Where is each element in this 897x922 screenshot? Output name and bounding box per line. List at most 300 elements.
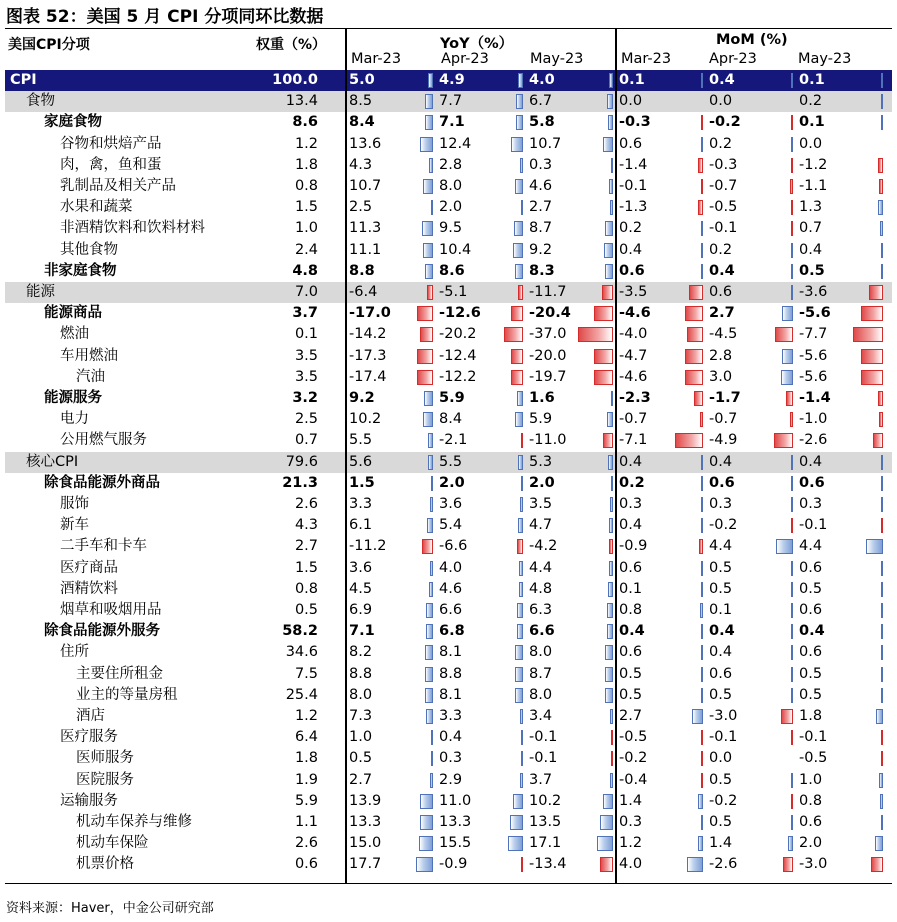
mom-bar	[701, 667, 703, 682]
mom-value: 0.4	[709, 262, 735, 279]
yoy-bar	[511, 137, 523, 152]
mom-value: 1.2	[619, 835, 643, 852]
mom-bar	[880, 221, 883, 236]
yoy-value: 10.2	[349, 411, 382, 428]
mom-bar	[881, 815, 883, 830]
yoy-value: 13.6	[349, 135, 382, 152]
row-label: 机动车保养与维修	[76, 814, 192, 830]
mom-value: -0.2	[709, 114, 741, 131]
yoy-value: 13.3	[439, 814, 472, 830]
yoy-value: 6.3	[529, 602, 553, 618]
mom-bar	[791, 200, 793, 215]
yoy-value: -17.4	[349, 368, 387, 385]
row-weight: 4.3	[294, 517, 318, 534]
yoy-value: 5.6	[349, 453, 373, 470]
mom-value: -0.5	[709, 199, 738, 216]
row-label: 能源服务	[44, 390, 102, 406]
mom-bar	[776, 539, 793, 554]
mom-bar	[783, 857, 793, 872]
yoy-bar	[515, 412, 523, 427]
table-row	[5, 155, 892, 176]
mom-value: 4.4	[799, 538, 823, 555]
mom-value: 0.4	[709, 623, 735, 640]
yoy-bar	[425, 264, 433, 279]
mom-bar	[876, 709, 883, 724]
yoy-bar	[422, 539, 433, 554]
mom-bar	[861, 349, 883, 364]
mom-value: -1.2	[799, 156, 828, 173]
row-weight: 1.5	[294, 559, 318, 576]
mom-bar	[701, 751, 703, 766]
yoy-value: 4.0	[529, 72, 555, 88]
yoy-value: -37.0	[529, 326, 567, 343]
yoy-value: 3.7	[529, 771, 553, 788]
mom-value: 2.7	[619, 708, 643, 724]
yoy-bar	[515, 264, 523, 279]
row-label: 机票价格	[76, 856, 134, 873]
mom-value: 0.4	[619, 623, 645, 640]
yoy-value: 0.3	[439, 750, 463, 767]
table-row	[5, 70, 892, 91]
row-label: 食物	[26, 93, 55, 110]
mom-value: -0.1	[799, 729, 828, 746]
yoy-bar	[611, 391, 613, 406]
mom-bar	[692, 709, 703, 724]
yoy-bar	[600, 815, 613, 830]
mom-value: -1.4	[619, 156, 648, 173]
mom-value: -5.6	[799, 347, 828, 364]
mom-value: 2.7	[709, 305, 735, 322]
row-weight: 8.6	[292, 114, 318, 131]
row-weight: 2.5	[294, 411, 318, 428]
row-weight: 2.7	[294, 538, 318, 555]
table-row	[5, 812, 892, 833]
yoy-value: 3.4	[529, 708, 553, 724]
yoy-bar	[417, 306, 433, 321]
mom-value: -0.5	[619, 729, 648, 746]
mom-bar	[791, 773, 793, 788]
mom-value: 0.2	[619, 474, 645, 491]
yoy-bar	[510, 815, 523, 830]
source-note: 资料来源：Haver，中金公司研究部	[6, 901, 214, 916]
yoy-bar	[517, 624, 523, 639]
mom-value: -3.6	[799, 284, 828, 300]
yoy-value: -11.2	[349, 538, 387, 555]
table-row	[5, 833, 892, 854]
yoy-bar	[417, 370, 433, 385]
mom-bar	[879, 412, 883, 427]
mom-value: 0.5	[709, 559, 733, 576]
row-label: 车用燃油	[60, 347, 118, 364]
yoy-value: -11.7	[529, 284, 567, 300]
yoy-value: 8.8	[439, 665, 463, 682]
table-row	[5, 218, 892, 239]
yoy-value: -12.2	[439, 368, 477, 385]
yoy-value: -13.4	[529, 856, 567, 873]
yoy-value: 6.7	[529, 93, 553, 110]
yoy-bar	[518, 285, 523, 300]
page-title: 图表 52：美国 5 月 CPI 分项同环比数据	[6, 7, 324, 27]
yoy-value: 11.3	[349, 220, 382, 237]
mom-bar	[878, 158, 883, 173]
mom-value: 0.4	[619, 517, 643, 534]
mom-bar	[786, 391, 793, 406]
yoy-value: 17.1	[529, 835, 562, 852]
yoy-bar	[520, 497, 523, 512]
table-row	[5, 791, 892, 812]
mom-value: -7.1	[619, 432, 648, 449]
mom-bar	[675, 433, 703, 448]
mom-value: -1.0	[799, 411, 828, 428]
mom-value: 0.1	[799, 72, 825, 88]
mom-value: 0.6	[619, 135, 643, 152]
yoy-value: 13.3	[349, 814, 382, 830]
yoy-value: 3.5	[529, 496, 553, 512]
mom-bar	[879, 773, 883, 788]
row-label: 其他食物	[60, 241, 118, 258]
row-label: 业主的等量房租	[76, 686, 178, 703]
yoy-value: 5.0	[349, 72, 375, 88]
table-row	[5, 176, 892, 197]
mom-value: -0.7	[619, 411, 648, 428]
yoy-value: -20.0	[529, 347, 567, 364]
yoy-value: 9.2	[529, 241, 553, 258]
mom-bar	[687, 327, 703, 342]
yoy-value: 8.3	[529, 262, 555, 279]
mom-value: 0.6	[799, 602, 823, 618]
mom-bar	[790, 412, 793, 427]
mom-value: -4.7	[619, 347, 648, 364]
mom-value: 0.0	[799, 135, 823, 152]
yoy-bar	[608, 455, 613, 470]
yoy-bar	[426, 603, 433, 618]
mom-value: -5.6	[799, 368, 828, 385]
mom-bar	[861, 370, 883, 385]
header-weight: 权重（%）	[256, 37, 327, 53]
yoy-bar	[594, 370, 613, 385]
yoy-bar	[608, 115, 613, 130]
yoy-value: -6.6	[439, 538, 468, 555]
yoy-bar	[597, 836, 613, 851]
yoy-bar	[423, 412, 433, 427]
yoy-bar	[428, 433, 433, 448]
yoy-bar	[517, 391, 523, 406]
mom-bar	[701, 773, 703, 788]
row-label: 医疗服务	[60, 729, 118, 746]
yoy-value: 1.6	[529, 390, 555, 406]
yoy-bar	[610, 709, 613, 724]
yoy-bar	[431, 476, 433, 491]
mom-bar	[866, 539, 883, 554]
top-rule	[5, 28, 892, 29]
mom-bar	[881, 561, 883, 576]
yoy-value: 4.6	[439, 580, 463, 597]
header-mom-may: May-23	[798, 51, 852, 67]
yoy-value: -5.1	[439, 284, 468, 300]
row-weight: 3.5	[294, 347, 318, 364]
yoy-bar	[429, 158, 433, 173]
mom-value: 0.4	[709, 644, 733, 661]
row-label: 酒精饮料	[60, 580, 118, 597]
mom-value: 1.3	[799, 199, 823, 216]
mom-bar	[871, 857, 883, 872]
mom-value: 1.4	[709, 835, 733, 852]
yoy-bar	[425, 94, 433, 109]
yoy-value: 8.8	[349, 262, 375, 279]
header-yoy-mar: Mar-23	[351, 51, 402, 67]
table-row	[5, 367, 892, 388]
yoy-bar	[511, 306, 523, 321]
yoy-value: 6.6	[529, 623, 555, 640]
yoy-bar	[521, 433, 523, 448]
row-weight: 7.5	[294, 665, 318, 682]
yoy-value: -0.9	[439, 856, 468, 873]
header-mom-mar: Mar-23	[621, 51, 672, 67]
yoy-bar	[420, 327, 433, 342]
table-row	[5, 388, 892, 409]
yoy-bar	[611, 476, 613, 491]
yoy-bar	[416, 857, 433, 872]
yoy-bar	[518, 455, 523, 470]
yoy-bar	[426, 709, 433, 724]
mom-bar	[881, 73, 883, 88]
yoy-value: -6.4	[349, 284, 378, 300]
row-weight: 0.7	[294, 432, 318, 449]
row-label: 谷物和烘焙产品	[60, 135, 162, 152]
mom-bar	[881, 751, 883, 766]
mom-bar	[698, 794, 703, 809]
mom-bar	[791, 815, 793, 830]
row-weight: 1.8	[294, 156, 318, 173]
mom-bar	[685, 370, 703, 385]
yoy-value: 8.0	[529, 686, 553, 703]
yoy-value: -2.1	[439, 432, 468, 449]
mom-value: -0.3	[619, 114, 651, 131]
table-row	[5, 579, 892, 600]
yoy-bar	[427, 518, 433, 533]
row-label: 新车	[60, 517, 89, 534]
row-label: 非家庭食物	[44, 262, 117, 279]
row-weight: 3.2	[292, 390, 318, 406]
yoy-bar	[518, 73, 523, 88]
yoy-bar	[517, 539, 523, 554]
mom-bar	[701, 179, 703, 194]
yoy-bar	[429, 582, 433, 597]
yoy-value: 4.0	[439, 559, 463, 576]
table-row	[5, 536, 892, 557]
mom-value: 0.6	[619, 559, 643, 576]
yoy-bar	[608, 582, 613, 597]
yoy-bar	[425, 645, 433, 660]
mom-bar	[701, 624, 703, 639]
yoy-bar	[420, 137, 433, 152]
mom-value: -0.5	[799, 750, 828, 767]
mom-bar	[879, 179, 883, 194]
mom-value: 0.5	[799, 686, 823, 703]
yoy-value: 1.0	[349, 729, 373, 746]
table-row	[5, 770, 892, 791]
yoy-value: 17.7	[349, 856, 382, 873]
yoy-bar	[422, 221, 433, 236]
yoy-value: 8.8	[349, 665, 373, 682]
yoy-value: 8.1	[439, 644, 463, 661]
mom-value: -0.2	[709, 517, 738, 534]
mom-bar	[791, 221, 793, 236]
yoy-bar	[607, 94, 613, 109]
mom-bar	[781, 709, 793, 724]
yoy-value: 7.1	[349, 623, 375, 640]
yoy-value: 10.2	[529, 792, 562, 809]
yoy-value: -20.2	[439, 326, 477, 343]
yoy-value: 4.7	[529, 517, 553, 534]
mom-bar	[788, 836, 793, 851]
yoy-bar	[609, 561, 613, 576]
mom-bar	[701, 476, 703, 491]
mom-value: 0.6	[619, 644, 643, 661]
mom-value: 0.3	[619, 814, 643, 830]
yoy-bar	[515, 688, 523, 703]
yoy-bar	[425, 115, 433, 130]
mom-bar	[791, 476, 793, 491]
mom-bar	[881, 497, 883, 512]
mom-bar	[701, 815, 703, 830]
mom-value: 2.8	[709, 347, 733, 364]
mom-bar	[875, 836, 883, 851]
yoy-value: 10.4	[439, 241, 472, 258]
row-weight: 5.9	[294, 792, 318, 809]
yoy-bar	[516, 94, 523, 109]
row-label: CPI	[10, 72, 37, 88]
table-row	[5, 324, 892, 345]
yoy-bar	[605, 688, 613, 703]
table-row	[5, 452, 892, 473]
bottom-rule	[5, 883, 892, 884]
yoy-bar	[519, 582, 523, 597]
mom-value: 0.5	[709, 580, 733, 597]
yoy-value: 5.9	[529, 411, 553, 428]
mom-value: 0.5	[709, 686, 733, 703]
mom-value: 0.5	[619, 665, 643, 682]
mom-value: 0.4	[709, 72, 735, 88]
mom-bar	[791, 115, 793, 130]
yoy-value: 5.3	[529, 453, 553, 470]
yoy-bar	[603, 433, 613, 448]
yoy-bar	[516, 115, 523, 130]
mom-bar	[701, 73, 703, 88]
yoy-bar	[431, 730, 433, 745]
yoy-value: 8.1	[439, 686, 463, 703]
yoy-value: 12.4	[439, 135, 472, 152]
yoy-bar	[611, 158, 613, 173]
mom-bar	[701, 243, 703, 258]
yoy-value: -19.7	[529, 368, 567, 385]
row-weight: 0.1	[294, 326, 318, 343]
mom-bar	[853, 327, 883, 342]
header-category: 美国CPI分项	[8, 37, 90, 53]
row-weight: 0.5	[294, 602, 318, 618]
mom-value: -3.5	[619, 284, 648, 300]
header-yoy: YoY（%）	[440, 36, 514, 52]
row-weight: 3.5	[294, 368, 318, 385]
yoy-value: 6.1	[349, 517, 373, 534]
yoy-value: 4.3	[349, 156, 373, 173]
mom-value: -0.7	[709, 411, 738, 428]
yoy-bar	[514, 221, 523, 236]
mom-bar	[881, 455, 883, 470]
mom-value: 0.1	[619, 72, 645, 88]
mom-value: 0.2	[619, 220, 643, 237]
row-weight: 25.4	[285, 686, 318, 703]
mom-value: 0.5	[709, 771, 733, 788]
table-row	[5, 642, 892, 663]
mom-bar	[701, 561, 703, 576]
mom-value: -1.3	[619, 199, 648, 216]
mom-value: 0.4	[619, 453, 643, 470]
yoy-bar	[611, 730, 613, 745]
mom-value: -0.7	[709, 178, 738, 194]
mom-bar	[791, 137, 793, 152]
yoy-value: 3.3	[439, 708, 463, 724]
yoy-value: 2.0	[439, 474, 465, 491]
mom-value: -7.7	[799, 326, 828, 343]
mom-value: -5.6	[799, 305, 831, 322]
mom-bar	[791, 603, 793, 618]
mom-bar	[791, 688, 793, 703]
row-weight: 1.1	[294, 814, 318, 830]
yoy-value: 8.0	[439, 178, 463, 194]
table-row	[5, 430, 892, 451]
mom-bar	[880, 794, 883, 809]
mom-bar	[881, 582, 883, 597]
yoy-bar	[609, 73, 613, 88]
yoy-value: 8.6	[439, 262, 465, 279]
yoy-value: -14.2	[349, 326, 387, 343]
mom-bar	[869, 285, 883, 300]
mom-bar	[782, 349, 793, 364]
row-label: 医院服务	[76, 771, 134, 788]
mom-value: -0.1	[709, 220, 738, 237]
row-label: 汽油	[76, 368, 105, 385]
yoy-bar	[603, 137, 613, 152]
mom-bar	[698, 200, 703, 215]
mom-value: 0.3	[799, 496, 823, 512]
mom-bar	[701, 582, 703, 597]
row-label: 烟草和吸烟用品	[60, 602, 162, 618]
yoy-bar	[513, 243, 523, 258]
mom-value: 0.5	[619, 686, 643, 703]
yoy-value: 2.9	[439, 771, 463, 788]
yoy-bar	[521, 730, 523, 745]
yoy-bar	[423, 179, 433, 194]
yoy-bar	[604, 243, 613, 258]
mom-bar	[775, 327, 793, 342]
yoy-bar	[420, 815, 433, 830]
table-row	[5, 346, 892, 367]
row-label: 机动车保险	[76, 835, 149, 852]
yoy-bar	[605, 645, 613, 660]
row-weight: 0.8	[294, 178, 318, 194]
yoy-bar	[427, 285, 433, 300]
mom-value: 4.4	[709, 538, 733, 555]
yoy-value: 5.5	[349, 432, 373, 449]
mom-value: 0.4	[799, 623, 825, 640]
yoy-bar	[420, 794, 433, 809]
mom-bar	[791, 158, 793, 173]
yoy-value: 7.3	[349, 708, 373, 724]
header-yoy-apr: Apr-23	[441, 51, 489, 67]
row-weight: 3.7	[292, 305, 318, 322]
mom-bar	[685, 349, 703, 364]
